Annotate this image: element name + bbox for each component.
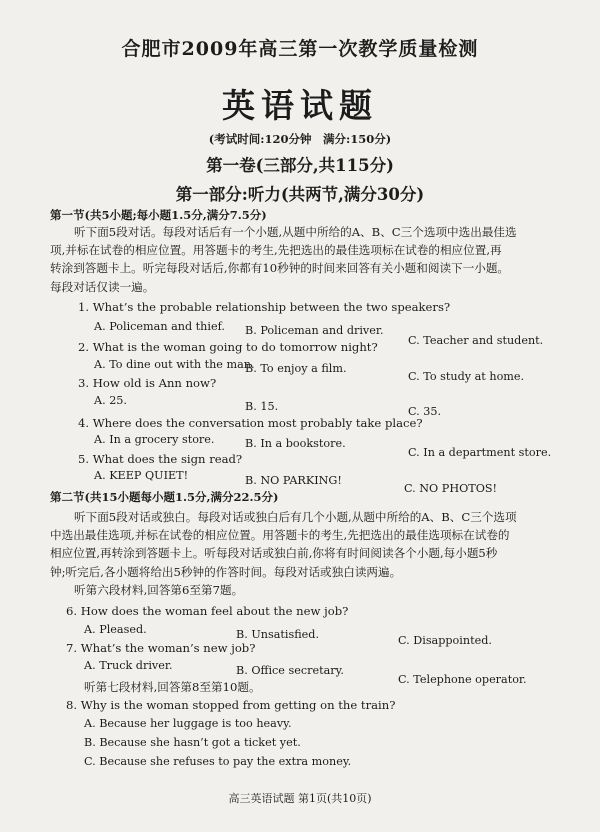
subject-title: 英语试题 [222, 86, 378, 125]
option-1b: B. Policeman and driver. [245, 324, 384, 337]
instruction-line: 转涂到答题卡上。听完每段对话后,你都有10秒钟的时间来回答有关小题和阅读下一小题。 [50, 261, 510, 276]
section1-instructions [50, 223, 580, 296]
option-4a: A. In a grocery store. [94, 433, 215, 446]
question-1: 1. What’s the probable relationship between the two speakers? [78, 300, 451, 314]
instruction-line: 听下面5段对话或独白。每段对话或独白后有几个小题,从题中所给的A、B、C三个选项 [74, 510, 517, 524]
option-6c: C. Disappointed. [398, 634, 492, 647]
section1-title: 第一节(共5小题;每小题1.5分,满分7.5分) [50, 208, 267, 222]
instruction-line: 中选出最佳选项,并标在试卷的相应位置。用答题卡的考生,先把选出的最佳选项标在试卷的 [50, 528, 510, 543]
question-7: 7. What’s the woman’s new job? [66, 641, 256, 655]
option-3c: C. 35. [408, 405, 442, 418]
question-6: 6. How does the woman feel about the new job? [66, 604, 349, 618]
page-footer: 高三英语试题 第1页(共10页) [228, 792, 372, 805]
option-8a: A. Because her luggage is too heavy. [84, 717, 292, 730]
option-2c: C. To study at home. [408, 370, 525, 383]
option-5b: B. NO PARKING! [245, 474, 342, 487]
exam-header-title: 合肥市2009年高三第一次教学质量检测 [121, 38, 479, 60]
instruction-line: 钟;听完后,各小题将给出5秒钟的作答时间。每段对话或独白读两遍。 [50, 564, 402, 579]
option-4c: C. In a department store. [408, 446, 552, 459]
material-7-note: 听第七段材料,回答第8至第10题。 [84, 680, 261, 694]
option-2a: A. To dine out with the man. [94, 358, 255, 371]
option-5a: A. KEEP QUIET! [94, 469, 189, 482]
section2-instructions [50, 508, 580, 599]
option-7b: B. Office secretary. [236, 664, 344, 677]
question-8: 8. Why is the woman stopped from getting on the train? [66, 698, 396, 712]
option-5c: C. NO PHOTOS! [404, 482, 498, 495]
option-6b: B. Unsatisfied. [236, 628, 319, 641]
option-4b: B. In a bookstore. [245, 437, 346, 450]
volume-title: 第一卷(三部分,共115分) [206, 156, 394, 175]
option-7c: C. Telephone operator. [398, 673, 527, 686]
section2-title: 第二节(共15小题每小题1.5分,满分22.5分) [50, 490, 279, 504]
option-2b: B. To enjoy a film. [245, 362, 347, 375]
instruction-line: 每段对话仅读一遍。 [50, 279, 155, 294]
part-title: 第一部分:听力(共两节,满分30分) [175, 185, 425, 204]
exam-time-and-score: (考试时间:120分钟 满分:150分) [208, 132, 392, 146]
question-2: 2. What is the woman going to do tomorrow night? [78, 340, 378, 354]
option-8b: B. Because she hasn’t got a ticket yet. [84, 736, 301, 749]
option-6a: A. Pleased. [84, 623, 147, 636]
option-7a: A. Truck driver. [84, 659, 173, 672]
option-8c: C. Because she refuses to pay the extra money. [84, 755, 352, 768]
instruction-line: 项,并标在试卷的相应位置。用答题卡的考生,先把选出的最佳选项标在试卷的相应位置,再 [50, 243, 502, 258]
option-1a: A. Policeman and thief. [94, 320, 225, 333]
option-1c: C. Teacher and student. [408, 334, 544, 347]
question-3: 3. How old is Ann now? [78, 376, 217, 390]
instruction-line: 听第六段材料,回答第6至第7题。 [74, 582, 244, 597]
instruction-line: 听下面5段对话。每段对话后有一个小题,从题中所给的A、B、C三个选项中选出最佳选 [74, 225, 517, 239]
option-3b: B. 15. [245, 400, 279, 413]
question-5: 5. What does the sign read? [78, 452, 243, 466]
option-3a: A. 25. [94, 394, 127, 407]
question-4: 4. Where does the conversation most probably take place? [78, 416, 423, 430]
instruction-line: 相应位置,再转涂到答题卡上。听每段对话或独白前,你将有时间阅读各个小题,每小题5秒 [50, 546, 498, 561]
